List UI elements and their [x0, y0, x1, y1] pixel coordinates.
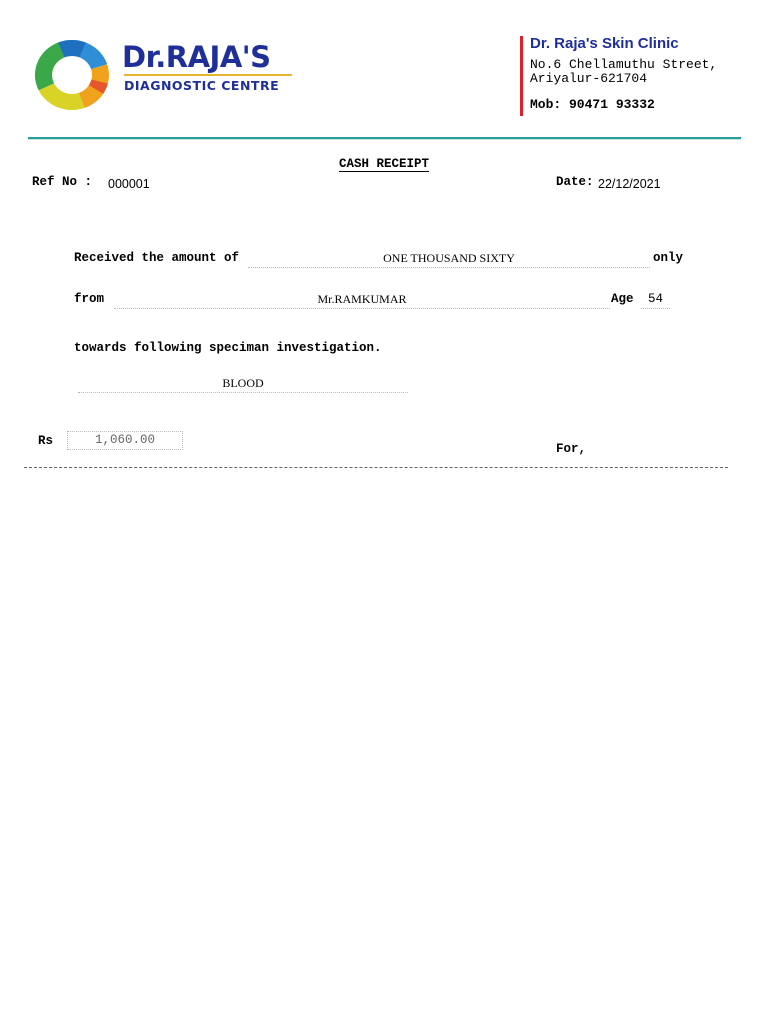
from-label: from	[74, 292, 105, 306]
address-line-2: Ariyalur-621704	[530, 71, 648, 86]
date-value: 22/12/2021	[598, 177, 661, 191]
address-line-1: No.6 Chellamuthu Street,	[530, 57, 718, 72]
rs-label: Rs	[38, 434, 54, 448]
mobile-number: Mob: 90471 93332	[530, 97, 655, 112]
ref-no-value: 000001	[108, 177, 150, 191]
clinic-name: Dr. Raja's Skin Clinic	[530, 35, 679, 52]
age-value: 54	[641, 292, 670, 309]
for-label: For,	[556, 442, 587, 456]
amount-in-figures: 1,060.00	[67, 431, 183, 450]
ref-no-label: Ref No :	[32, 175, 93, 189]
date-label: Date:	[556, 175, 594, 189]
brand-name: Dr.RAJA'S	[122, 40, 271, 74]
only-label: only	[653, 251, 684, 265]
received-label: Received the amount of	[74, 251, 240, 265]
header-rule	[28, 137, 741, 139]
amount-in-words: ONE THOUSAND SIXTY	[248, 251, 650, 268]
patient-name: Mr.RAMKUMAR	[114, 292, 610, 309]
clinic-logo-icon	[32, 38, 112, 112]
age-label: Age	[611, 292, 634, 306]
brand-subtitle: DIAGNOSTIC CENTRE	[124, 78, 280, 93]
specimen-value: BLOOD	[78, 376, 408, 393]
brand-underline	[124, 74, 292, 76]
receipt-title: CASH RECEIPT	[338, 157, 429, 171]
towards-label: towards following speciman investigation.	[74, 341, 382, 355]
cut-line	[24, 467, 728, 468]
header-divider	[520, 36, 523, 116]
